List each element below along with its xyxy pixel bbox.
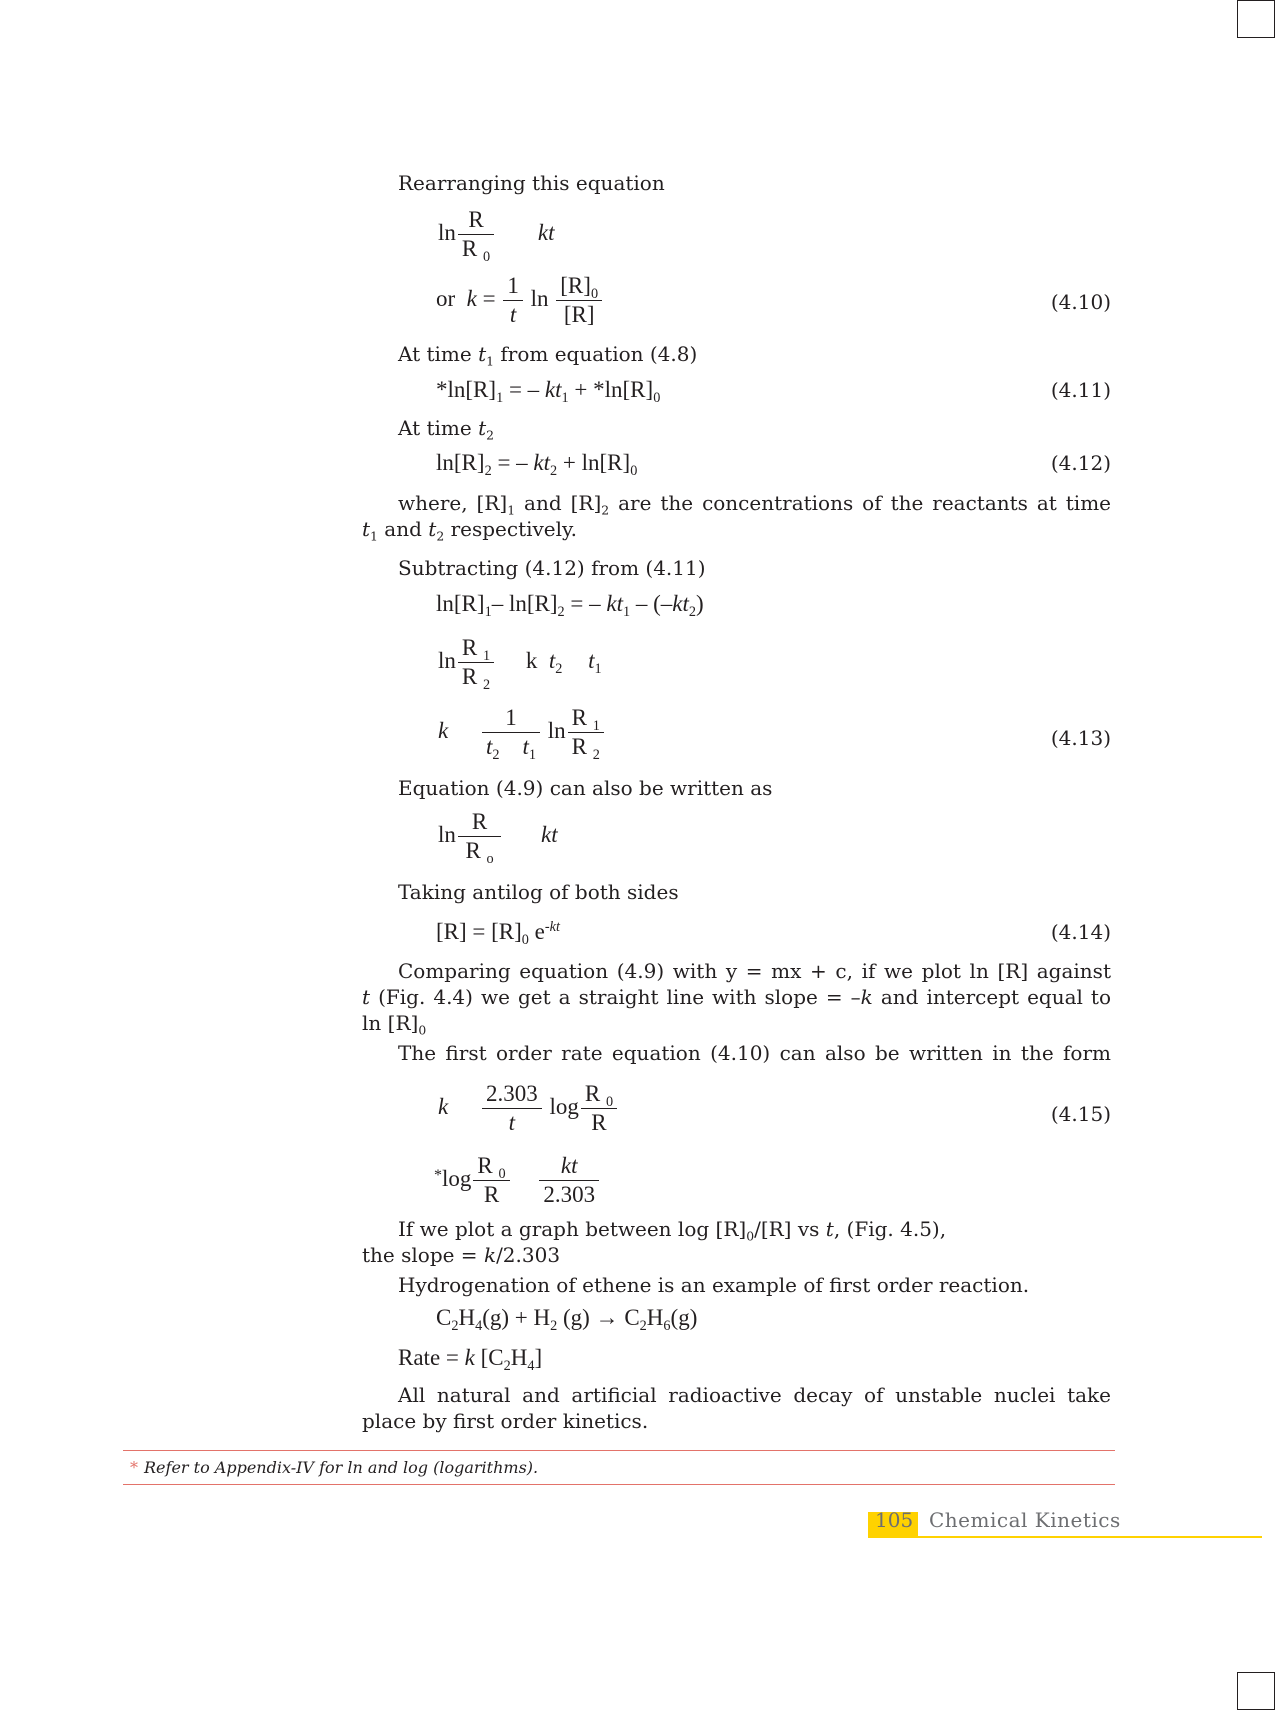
- chapter-title: Chemical Kinetics: [929, 1508, 1121, 1532]
- paragraph-subtracting: Subtracting (4.12) from (4.11): [398, 556, 706, 580]
- equation-4-12: $\ln[R]_2$ = – $kt_2 + \ln[R]_0$: [436, 450, 638, 479]
- paragraph-at-time-t1: At time $t_1$ from equation (4.8): [398, 342, 698, 369]
- equation-ln-r-over-r0: ln $\frac{R}{R _0}$ kt: [438, 207, 555, 265]
- equation-4-13: k $\frac{1}{t_2 t_1}$ ln $\frac{R _1}{R _2}$: [438, 704, 606, 761]
- crop-mark-top-right: [1237, 0, 1275, 38]
- paragraph-comparing-line-1: Comparing equation (4.9) with y = mx + c, if we plot ln [R] against: [398, 959, 1111, 983]
- equation-4-15: k $\frac{2.303}{t}$ log $\frac{R _0}{R}$: [438, 1080, 619, 1137]
- equation-4-11: $*\ln[R]_1$ = – $kt_1 + *\ln[R]_0$: [436, 377, 661, 406]
- equation-log-r0-over-r: *log $\frac{R _0}{R}$ $\frac{kt}{2.303}$: [434, 1152, 601, 1209]
- footnote-rule-bottom: [123, 1484, 1115, 1485]
- equation-4-14: $[R] = [R]_0$ $e^{-kt}$: [436, 919, 560, 948]
- paragraph-rearranging: Rearranging this equation: [398, 171, 665, 195]
- footnote-rule-top: [123, 1450, 1115, 1451]
- equation-number-4-11: (4.11): [1050, 378, 1111, 402]
- paragraph-plot-line-1: If we plot a graph between $\log [R]_0/[R]$ vs t, (Fig. 4.5),: [398, 1217, 947, 1244]
- paragraph-plot-line-2: the slope = k/2.303: [362, 1243, 561, 1267]
- paragraph-radioactive-line-1: All natural and artificial radioactive decay of unstable nuclei take: [398, 1383, 1111, 1407]
- equation-number-4-13: (4.13): [1050, 726, 1111, 750]
- equation-4-10: or k = $\frac{1}{t}$ ln $\frac{[R]_0}{[R]}$: [436, 272, 604, 329]
- equation-number-4-12: (4.12): [1050, 451, 1111, 475]
- equation-number-4-10: (4.10): [1050, 290, 1111, 314]
- equation-number-4-15: (4.15): [1050, 1102, 1111, 1126]
- paragraph-equation-4-9: Equation (4.9) can also be written as: [398, 776, 773, 800]
- paragraph-first-order: The first order rate equation (4.10) can also be written in the form: [398, 1041, 1111, 1065]
- paragraph-at-time-t2: At time $t_2$: [398, 416, 495, 443]
- paragraph-antilog: Taking antilog of both sides: [398, 880, 679, 904]
- paragraph-where-line-2: $t_1$ and $t_2$ respectively.: [362, 517, 578, 544]
- paragraph-radioactive-line-2: place by first order kinetics.: [362, 1409, 649, 1433]
- equation-ln-r-over-ro: ln $\frac{R}{R _o}$ kt: [438, 809, 558, 867]
- page-number: 105: [875, 1508, 914, 1532]
- paragraph-where-line-1: where, $[R]_1$ and $[R]_2$ are the concentrations of the reactants at time: [398, 491, 1112, 518]
- equation-rate: Rate = k $[C_2H_4]$: [398, 1345, 543, 1374]
- equation-number-4-14: (4.14): [1050, 920, 1111, 944]
- footer-rule: [868, 1536, 1262, 1538]
- paragraph-comparing-line-3: $\ln [R]_0$: [362, 1011, 427, 1038]
- footnote: * Refer to Appendix-IV for ln and log (logarithms).: [130, 1458, 539, 1477]
- paragraph-comparing-line-2: t (Fig. 4.4) we get a straight line with slope = –k and intercept equal to: [362, 985, 1112, 1009]
- equation-subtraction: $\ln[R]_1-$ $\ln[R]_2$ = – $kt_1 - (-kt_2)$: [436, 591, 704, 620]
- crop-mark-bottom-right: [1237, 1672, 1275, 1710]
- equation-ethene-hydrogenation: $C_2H_4(g) + H_2$ $(g) \to C_2H_6(g)$: [436, 1305, 698, 1334]
- paragraph-hydrogenation: Hydrogenation of ethene is an example of first order reaction.: [398, 1273, 1030, 1297]
- equation-ln-r1-over-r2: ln $\frac{R _1}{R _2}$ k $t_2$ $t_1$: [438, 635, 602, 693]
